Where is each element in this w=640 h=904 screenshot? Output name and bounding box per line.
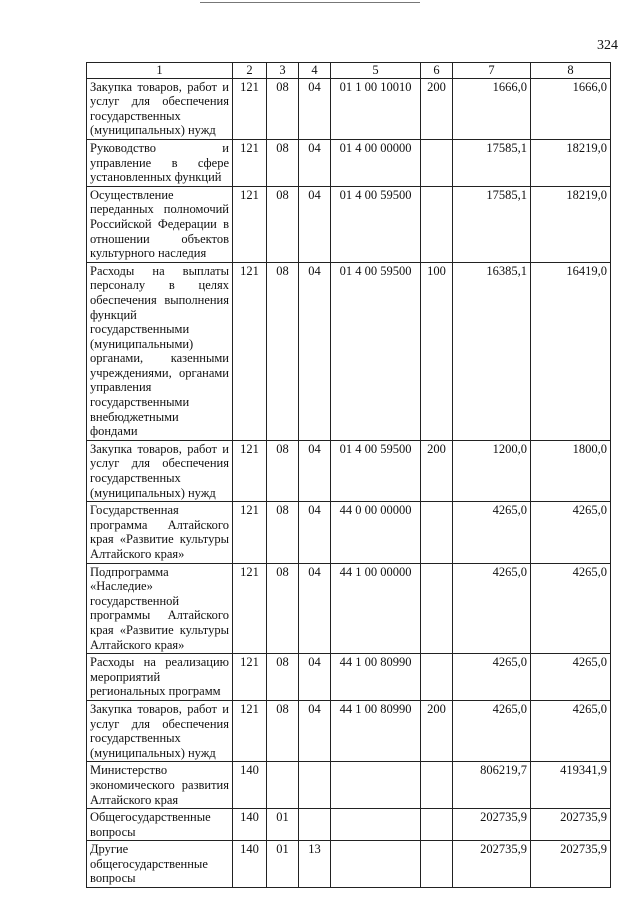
row-name: Расходы на выплаты персоналу в целях обеспечения выполнения функций государственными (муниципальными) органами, казенными учреждениями, органами управления государственными внебюджетными фондами xyxy=(87,262,233,440)
table-row xyxy=(87,809,611,841)
cell-col4: 04 xyxy=(299,186,331,262)
header-row xyxy=(87,63,611,79)
row-name: Министерство экономического развития Алтайского края xyxy=(87,762,233,809)
cell-col3: 08 xyxy=(267,440,299,501)
cell-col2: 121 xyxy=(233,563,267,654)
table-row xyxy=(87,139,611,186)
cell-col3: 08 xyxy=(267,700,299,761)
cell-col4: 04 xyxy=(299,700,331,761)
cell-col5: 44 1 00 80990 xyxy=(331,654,421,701)
cell-col6: 200 xyxy=(421,440,453,501)
cell-col4: 04 xyxy=(299,262,331,440)
cell-col7: 4265,0 xyxy=(453,502,531,563)
cell-col5: 01 4 00 59500 xyxy=(331,262,421,440)
row-name: Расходы на реализацию мероприятий региональных программ xyxy=(87,654,233,701)
cell-col6 xyxy=(421,654,453,701)
cell-col7: 16385,1 xyxy=(453,262,531,440)
cell-col2: 121 xyxy=(233,654,267,701)
cell-col5: 01 1 00 10010 xyxy=(331,78,421,139)
budget-table xyxy=(86,62,611,888)
row-name: Другие общегосударственные вопросы xyxy=(87,841,233,888)
table-row xyxy=(87,654,611,701)
cell-col2: 121 xyxy=(233,262,267,440)
cell-col7: 202735,9 xyxy=(453,841,531,888)
row-name: Подпрограмма «Наследие» государственной программы Алтайского края «Развитие культуры Алтайского края» xyxy=(87,563,233,654)
cell-col3: 01 xyxy=(267,841,299,888)
column-header: 2 xyxy=(233,63,267,79)
cell-col8: 4265,0 xyxy=(531,654,611,701)
cell-col7: 202735,9 xyxy=(453,809,531,841)
cell-col8: 202735,9 xyxy=(531,809,611,841)
cell-col5: 44 1 00 00000 xyxy=(331,563,421,654)
cell-col7: 4265,0 xyxy=(453,654,531,701)
cell-col4: 04 xyxy=(299,654,331,701)
cell-col8: 202735,9 xyxy=(531,841,611,888)
cell-col6 xyxy=(421,186,453,262)
column-header: 5 xyxy=(331,63,421,79)
cell-col8: 4265,0 xyxy=(531,563,611,654)
cell-col6 xyxy=(421,139,453,186)
cell-col6 xyxy=(421,809,453,841)
cell-col3: 08 xyxy=(267,139,299,186)
cell-col4: 13 xyxy=(299,841,331,888)
table-row xyxy=(87,841,611,888)
column-header: 4 xyxy=(299,63,331,79)
cell-col8: 18219,0 xyxy=(531,139,611,186)
cell-col8: 1800,0 xyxy=(531,440,611,501)
cell-col5: 44 1 00 80990 xyxy=(331,700,421,761)
cell-col7: 1200,0 xyxy=(453,440,531,501)
cell-col2: 121 xyxy=(233,186,267,262)
table-row xyxy=(87,262,611,440)
cell-col6 xyxy=(421,841,453,888)
cell-col3: 08 xyxy=(267,654,299,701)
cell-col6 xyxy=(421,762,453,809)
table-row xyxy=(87,700,611,761)
table-row xyxy=(87,440,611,501)
cell-col5: 44 0 00 00000 xyxy=(331,502,421,563)
cell-col4: 04 xyxy=(299,563,331,654)
cell-col7: 17585,1 xyxy=(453,139,531,186)
cell-col3: 08 xyxy=(267,563,299,654)
cell-col5: 01 4 00 59500 xyxy=(331,186,421,262)
cell-col3: 01 xyxy=(267,809,299,841)
row-name: Закупка товаров, работ и услуг для обеспечения государственных (муниципальных) нужд xyxy=(87,440,233,501)
cell-col6 xyxy=(421,563,453,654)
table-row xyxy=(87,502,611,563)
cell-col6: 200 xyxy=(421,700,453,761)
top-rule xyxy=(200,2,420,3)
cell-col8: 4265,0 xyxy=(531,700,611,761)
cell-col4: 04 xyxy=(299,139,331,186)
cell-col2: 121 xyxy=(233,440,267,501)
row-name: Общегосударственные вопросы xyxy=(87,809,233,841)
cell-col8: 18219,0 xyxy=(531,186,611,262)
row-name: Закупка товаров, работ и услуг для обеспечения государственных (муниципальных) нужд xyxy=(87,700,233,761)
cell-col4: 04 xyxy=(299,502,331,563)
cell-col5 xyxy=(331,841,421,888)
cell-col2: 140 xyxy=(233,809,267,841)
page-number: 324 xyxy=(597,38,618,53)
table-row xyxy=(87,186,611,262)
column-header: 1 xyxy=(87,63,233,79)
cell-col8: 1666,0 xyxy=(531,78,611,139)
cell-col3: 08 xyxy=(267,262,299,440)
cell-col7: 4265,0 xyxy=(453,563,531,654)
cell-col4: 04 xyxy=(299,78,331,139)
cell-col8: 419341,9 xyxy=(531,762,611,809)
cell-col7: 17585,1 xyxy=(453,186,531,262)
cell-col8: 4265,0 xyxy=(531,502,611,563)
cell-col5: 01 4 00 59500 xyxy=(331,440,421,501)
column-header: 6 xyxy=(421,63,453,79)
row-name: Осуществление переданных полномочий Российской Федерации в отношении объектов культурного наследия xyxy=(87,186,233,262)
cell-col7: 1666,0 xyxy=(453,78,531,139)
cell-col6: 100 xyxy=(421,262,453,440)
cell-col2: 140 xyxy=(233,762,267,809)
row-name: Закупка товаров, работ и услуг для обеспечения государственных (муниципальных) нужд xyxy=(87,78,233,139)
column-header: 3 xyxy=(267,63,299,79)
cell-col3: 08 xyxy=(267,502,299,563)
cell-col4 xyxy=(299,762,331,809)
cell-col2: 140 xyxy=(233,841,267,888)
row-name: Руководство и управление в сфере установленных функций xyxy=(87,139,233,186)
cell-col7: 806219,7 xyxy=(453,762,531,809)
cell-col4 xyxy=(299,809,331,841)
cell-col5: 01 4 00 00000 xyxy=(331,139,421,186)
cell-col5 xyxy=(331,809,421,841)
cell-col2: 121 xyxy=(233,78,267,139)
cell-col3 xyxy=(267,762,299,809)
cell-col3: 08 xyxy=(267,78,299,139)
column-header: 7 xyxy=(453,63,531,79)
cell-col6 xyxy=(421,502,453,563)
table-row xyxy=(87,762,611,809)
table-row xyxy=(87,563,611,654)
column-header: 8 xyxy=(531,63,611,79)
row-name: Государственная программа Алтайского края «Развитие культуры Алтайского края» xyxy=(87,502,233,563)
cell-col6: 200 xyxy=(421,78,453,139)
cell-col7: 4265,0 xyxy=(453,700,531,761)
cell-col2: 121 xyxy=(233,502,267,563)
cell-col4: 04 xyxy=(299,440,331,501)
cell-col8: 16419,0 xyxy=(531,262,611,440)
cell-col2: 121 xyxy=(233,139,267,186)
cell-col2: 121 xyxy=(233,700,267,761)
table-row xyxy=(87,78,611,139)
cell-col3: 08 xyxy=(267,186,299,262)
cell-col5 xyxy=(331,762,421,809)
